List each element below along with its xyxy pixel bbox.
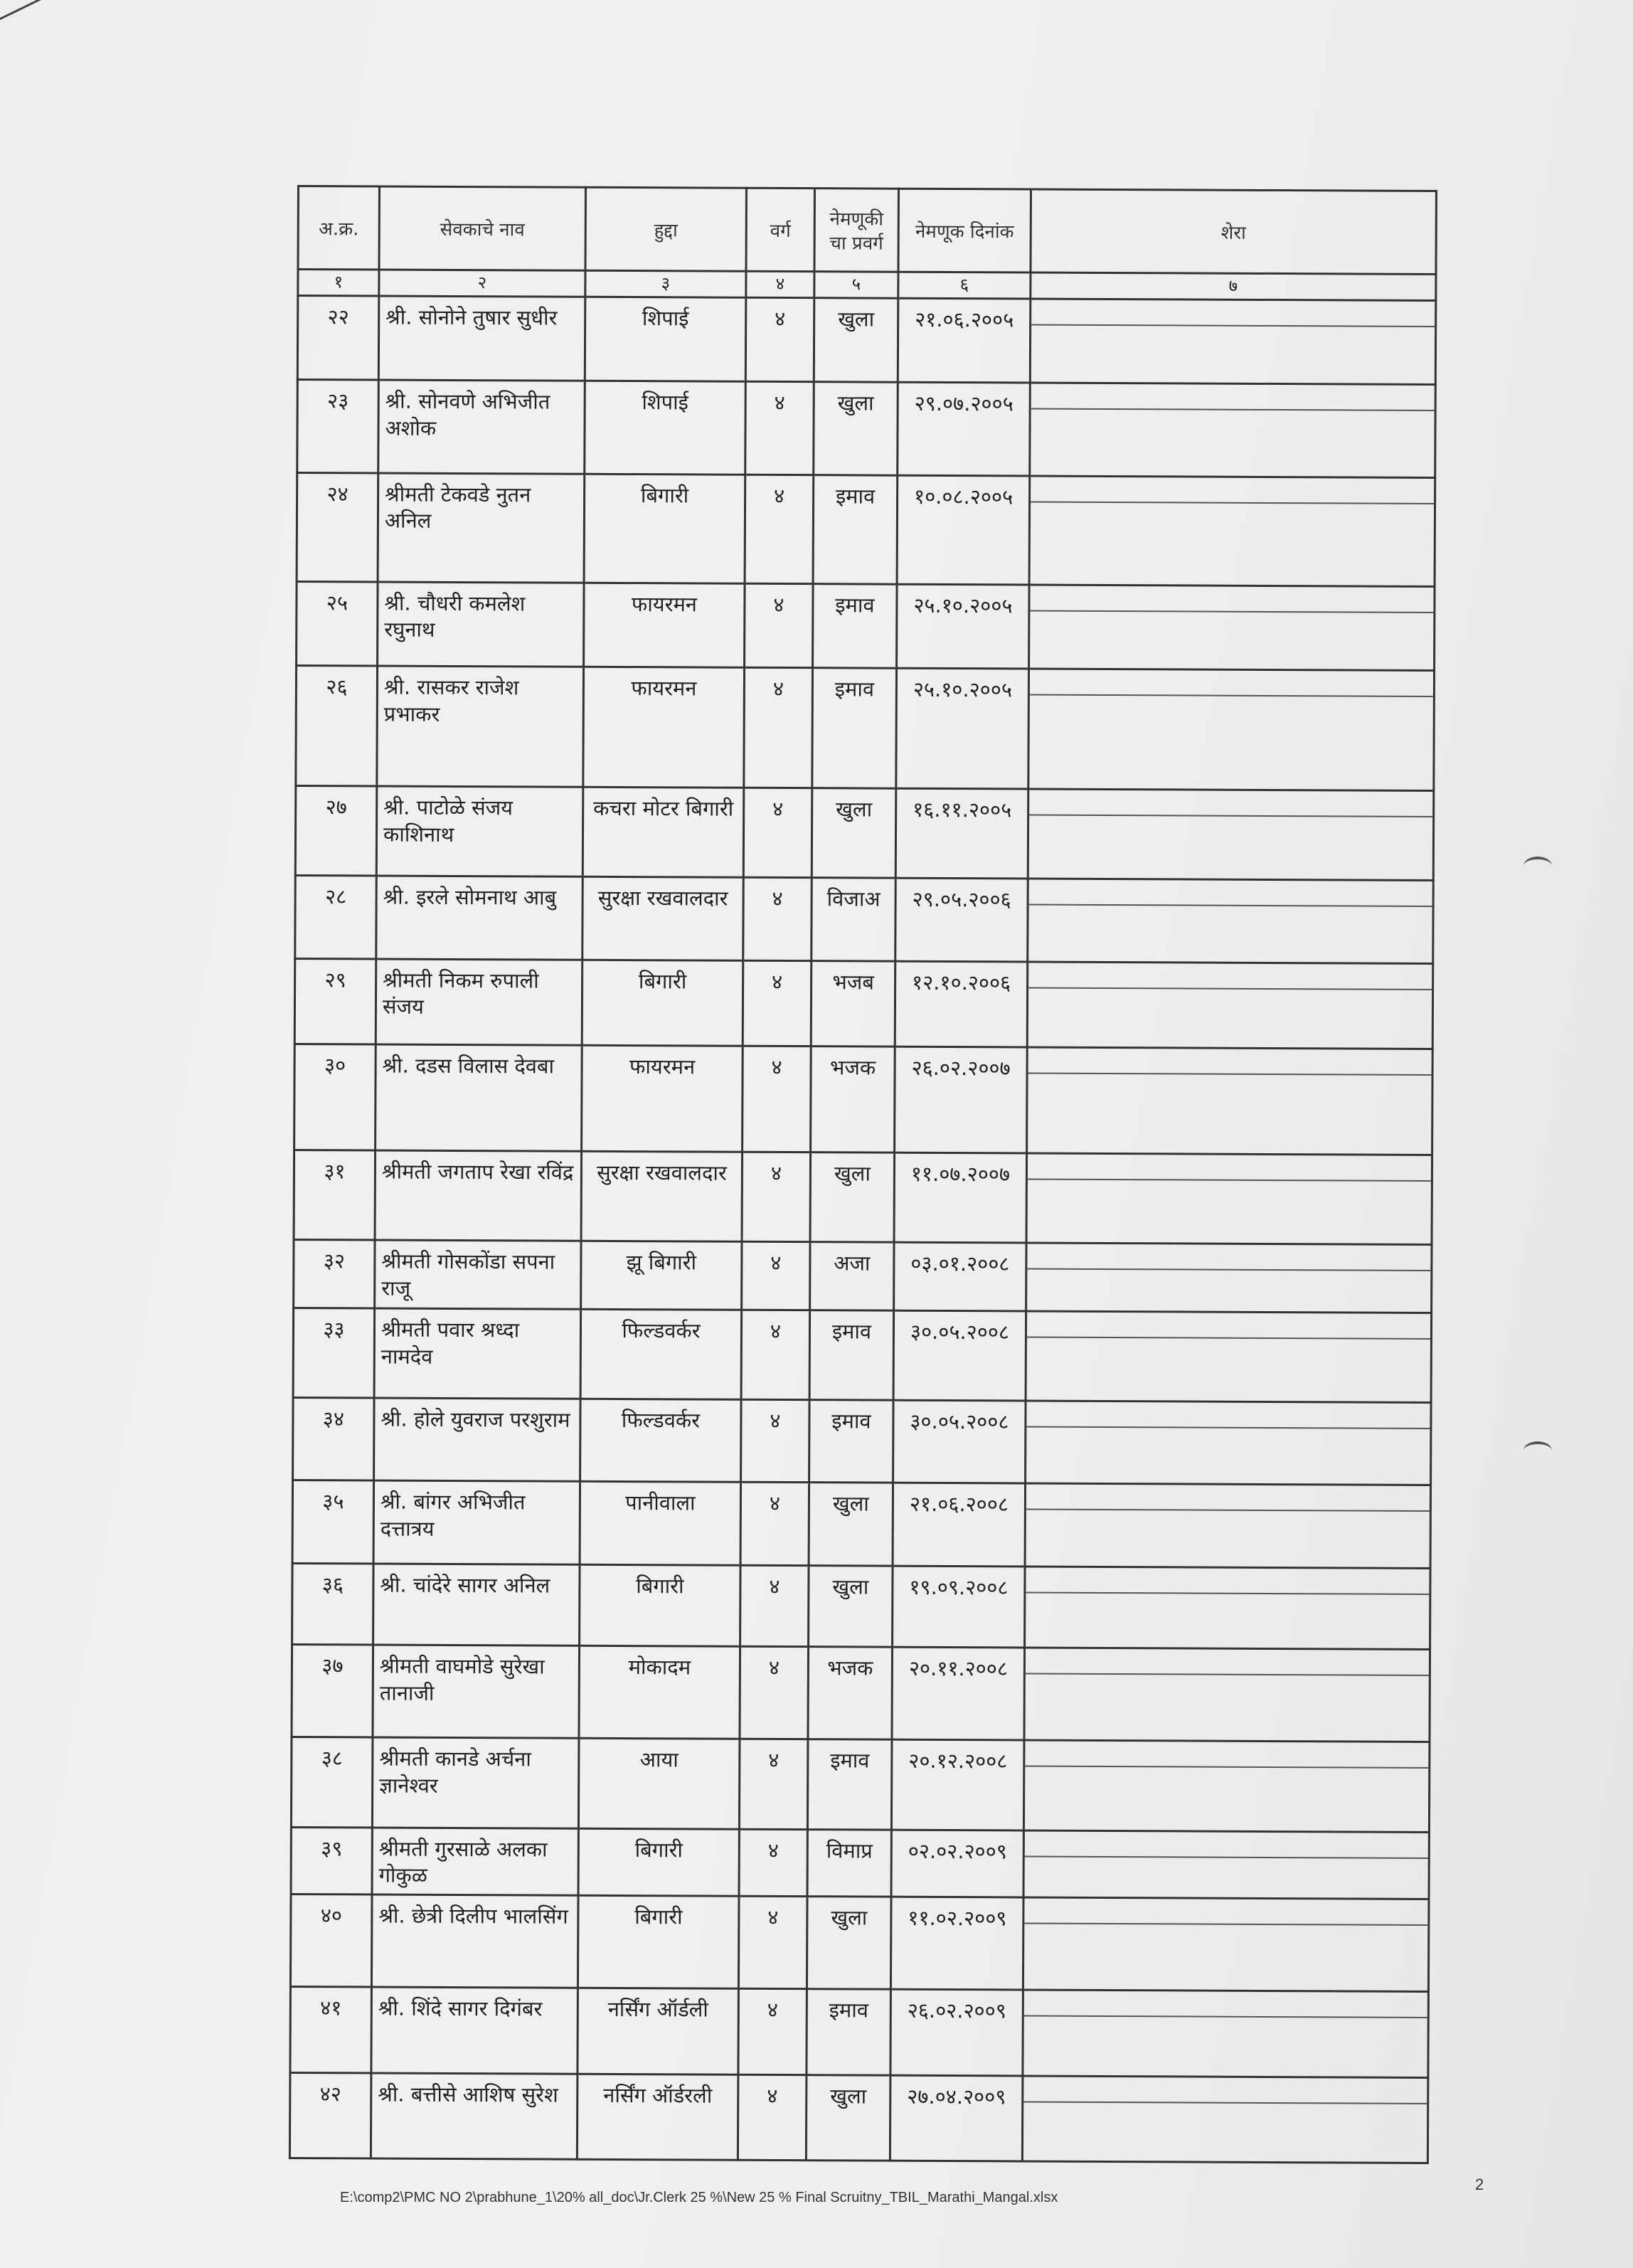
class-cell: ४ — [745, 381, 814, 475]
serial-number-cell: २६ — [296, 665, 378, 786]
class-cell: ४ — [741, 1400, 810, 1483]
category-cell: विजाअ — [812, 878, 896, 961]
remarks-cell — [1026, 1243, 1432, 1313]
employee-name-cell: श्री. रासकर राजेश प्रभाकर — [377, 666, 584, 787]
employee-name-cell: श्रीमती गोसकोंडा सपना राजू — [375, 1240, 581, 1309]
column-number: २ — [379, 270, 585, 297]
page-number: 2 — [1475, 2176, 1484, 2193]
table-row — [294, 1240, 1432, 1313]
employee-name-cell: श्रीमती वाघमोडे सुरेखा तानाजी — [373, 1645, 580, 1739]
header-date: नेमणूक दिनांक — [898, 189, 1031, 272]
category-cell: खुला — [809, 1483, 893, 1566]
remarks-cell — [1028, 789, 1434, 881]
column-number: ७ — [1031, 272, 1436, 300]
category-cell: इमाव — [807, 1739, 892, 1830]
category-cell: इमाव — [813, 583, 898, 668]
employee-name-cell: श्री. पाटोळे संजय काशिनाथ — [376, 786, 583, 877]
remarks-rule-line — [1023, 2077, 1427, 2104]
remarks-rule-line — [1026, 1402, 1430, 1429]
category-cell: खुला — [814, 382, 898, 475]
table-row — [293, 1308, 1432, 1402]
category-cell: इमाव — [809, 1400, 894, 1483]
corner-mark — [0, 0, 89, 23]
appointment-date-cell: २०.११.२००८ — [892, 1647, 1025, 1740]
remarks-cell — [1030, 383, 1436, 477]
remarks-rule-line — [1027, 1244, 1430, 1271]
appointment-date-cell: २१.०६.२००५ — [898, 298, 1031, 383]
employee-name-cell: श्री. दडस विलास देवबा — [376, 1044, 583, 1151]
header-sr: अ.क्र. — [298, 186, 380, 270]
post-cell: बिगारी — [578, 1828, 739, 1896]
appointment-date-cell: १९.०९.२००८ — [893, 1566, 1025, 1648]
appointment-date-cell: ११.०७.२००७ — [894, 1152, 1027, 1243]
post-cell: झू बिगारी — [581, 1241, 742, 1310]
remarks-cell — [1026, 1401, 1432, 1485]
employee-name-cell: श्री. होले युवराज परशुराम — [374, 1398, 581, 1481]
table-body — [289, 296, 1435, 2163]
remarks-rule-line — [1029, 790, 1432, 817]
table-row — [295, 876, 1433, 963]
category-cell: खुला — [812, 788, 896, 879]
remarks-cell — [1028, 879, 1434, 963]
header-class: वर्ग — [746, 188, 815, 271]
class-cell: ४ — [739, 1829, 807, 1897]
remarks-cell — [1023, 1990, 1429, 2077]
table-row — [296, 665, 1435, 790]
table-row — [294, 1150, 1432, 1244]
post-cell: बिगारी — [578, 1895, 739, 1988]
remarks-cell — [1022, 2076, 1428, 2163]
header-post: हुद्दा — [585, 187, 747, 271]
employee-name-cell: श्री. सोनोने तुषार सुधीर — [378, 296, 585, 381]
header-remarks: शेरा — [1031, 189, 1437, 274]
serial-number-cell: ३६ — [292, 1563, 373, 1645]
serial-number-cell: ३४ — [293, 1398, 375, 1481]
serial-number-cell: ३९ — [291, 1827, 372, 1895]
class-cell: ४ — [740, 1483, 809, 1566]
class-cell: ४ — [744, 667, 813, 788]
punch-hole-mark — [1523, 1441, 1552, 1460]
table-header-row — [298, 186, 1436, 275]
post-cell: फायरमन — [584, 583, 745, 667]
category-cell: खुला — [810, 1152, 895, 1242]
post-cell: फायरमन — [582, 1045, 743, 1152]
remarks-rule-line — [1030, 585, 1433, 613]
post-cell: नर्सिंग ऑर्डली — [578, 1988, 739, 2074]
category-cell: खुला — [814, 298, 898, 383]
remarks-rule-line — [1024, 1898, 1427, 1925]
appointment-date-cell: ३०.०५.२००८ — [893, 1400, 1026, 1483]
remarks-cell — [1023, 1897, 1429, 1992]
employee-name-cell: श्रीमती निकम रुपाली संजय — [376, 959, 583, 1046]
class-cell: ४ — [745, 583, 814, 668]
appointment-date-cell: २६.०२.२००९ — [890, 1989, 1023, 2075]
post-cell: सुरक्षा रखवालदार — [581, 1151, 743, 1241]
post-cell: मोकादम — [579, 1646, 740, 1739]
appointment-date-cell: २६.०२.२००७ — [895, 1046, 1028, 1153]
remarks-cell — [1025, 1483, 1431, 1568]
post-cell: पानीवाला — [580, 1482, 741, 1565]
serial-number-cell: ४० — [290, 1894, 372, 1987]
table-row — [297, 581, 1435, 670]
table-row — [294, 1044, 1433, 1155]
remarks-rule-line — [1025, 1831, 1428, 1858]
remarks-rule-line — [1030, 669, 1433, 696]
appointment-date-cell: २९.०५.२००६ — [895, 879, 1028, 962]
category-cell: खुला — [809, 1565, 893, 1647]
post-cell: फायरमन — [583, 667, 745, 788]
employee-name-cell: श्री. चौधरी कमलेश रघुनाथ — [378, 582, 585, 667]
column-number: १ — [298, 270, 379, 296]
class-cell: ४ — [743, 960, 812, 1046]
class-cell: ४ — [745, 297, 814, 382]
class-cell: ४ — [738, 1896, 807, 1989]
remarks-cell — [1026, 1153, 1432, 1245]
employee-register-table — [289, 185, 1437, 2164]
table-row — [292, 1644, 1430, 1742]
serial-number-cell: २८ — [295, 876, 377, 959]
remarks-rule-line — [1031, 300, 1435, 327]
remarks-cell — [1028, 669, 1435, 791]
column-number: ४ — [746, 271, 814, 297]
serial-number-cell: २७ — [295, 786, 377, 876]
table-row — [292, 1563, 1430, 1649]
table-row — [297, 296, 1436, 385]
remarks-cell — [1027, 962, 1433, 1049]
class-cell: ४ — [739, 1739, 808, 1830]
footer-file-path: E:\comp2\PMC NO 2\prabhune_1\20% all_doc\Jr.Clerk 25 %\New 25 % Final Scruitny_TBIL_Marathi_Mangal.xlsx — [340, 2190, 1058, 2205]
employee-name-cell: श्रीमती गुरसाळे अलका गोकुळ — [372, 1828, 578, 1895]
remarks-rule-line — [1028, 1048, 1432, 1075]
column-number: ३ — [585, 270, 746, 297]
appointment-date-cell: १२.१०.२००६ — [895, 961, 1028, 1047]
remarks-cell — [1030, 299, 1436, 385]
post-cell: शिपाई — [585, 381, 746, 475]
serial-number-cell: २९ — [294, 958, 376, 1044]
header-name: सेवकाचे नाव — [379, 186, 586, 270]
remarks-rule-line — [1024, 1991, 1427, 2018]
remarks-rule-line — [1029, 880, 1432, 907]
serial-number-cell: २५ — [297, 581, 378, 666]
employee-name-cell: श्री. शिंदे सागर दिगंबर — [371, 1987, 578, 2074]
employee-name-cell: श्री. छेत्री दिलीप भालसिंग — [371, 1895, 578, 1988]
category-cell: भजक — [808, 1646, 893, 1739]
appointment-date-cell: २५.१०.२००५ — [896, 668, 1029, 789]
post-cell: बिगारी — [582, 960, 743, 1046]
table-row — [293, 1398, 1431, 1485]
remarks-cell — [1023, 1830, 1429, 1899]
column-number: ६ — [898, 272, 1031, 299]
post-cell: शिपाई — [585, 297, 746, 381]
category-cell: विमाप्र — [807, 1829, 891, 1897]
post-cell: सुरक्षा रखवालदार — [583, 877, 744, 960]
category-cell: भजक — [811, 1046, 895, 1152]
remarks-rule-line — [1031, 477, 1434, 504]
remarks-rule-line — [1026, 1485, 1430, 1512]
remarks-cell — [1024, 1648, 1430, 1742]
remarks-rule-line — [1026, 1648, 1429, 1675]
appointment-date-cell: १६.११.२००५ — [895, 788, 1028, 879]
header-category: नेमणूकी चा प्रवर्ग — [814, 189, 899, 272]
category-cell: भजब — [811, 960, 895, 1046]
serial-number-cell: २४ — [297, 472, 378, 581]
serial-number-cell: ३३ — [293, 1308, 375, 1398]
remarks-rule-line — [1028, 1154, 1431, 1181]
class-cell: ४ — [741, 1310, 810, 1400]
table-row — [297, 472, 1435, 586]
category-cell: इमाव — [809, 1310, 894, 1401]
post-cell: नर्सिंग ऑर्डरली — [577, 2074, 738, 2160]
post-cell: फिल्डवर्कर — [580, 1309, 742, 1399]
table-row — [290, 1894, 1429, 1991]
employee-name-cell: श्री. इरले सोमनाथ आबु — [376, 876, 583, 959]
appointment-date-cell: २१.०६.२००८ — [893, 1483, 1026, 1567]
category-cell: इमाव — [813, 475, 898, 583]
remarks-rule-line — [1027, 1312, 1430, 1339]
serial-number-cell: ४२ — [289, 2072, 371, 2158]
remarks-rule-line — [1031, 384, 1435, 411]
remarks-cell — [1023, 1740, 1430, 1832]
table-row — [290, 1987, 1429, 2077]
table-row — [292, 1480, 1430, 1568]
class-cell: ४ — [742, 1241, 810, 1310]
class-cell: ४ — [740, 1646, 809, 1739]
table-row — [291, 1827, 1429, 1899]
employee-name-cell: श्रीमती जगताप रेखा रविंद्र — [375, 1150, 582, 1241]
table-row — [295, 786, 1434, 881]
serial-number-cell: ३७ — [292, 1644, 373, 1737]
class-cell: ४ — [738, 2074, 807, 2161]
serial-number-cell: ४१ — [290, 1987, 372, 2073]
appointment-date-cell: ३०.०५.२००८ — [893, 1310, 1026, 1401]
remarks-cell — [1027, 1047, 1433, 1155]
table-row — [294, 958, 1433, 1049]
class-cell: ४ — [743, 1046, 812, 1152]
category-cell: खुला — [806, 2074, 890, 2161]
class-cell: ४ — [738, 1989, 807, 2075]
class-cell: ४ — [745, 475, 814, 583]
remarks-cell — [1029, 585, 1435, 671]
employee-name-cell: श्रीमती कानडे अर्चना ज्ञानेश्वर — [372, 1737, 579, 1828]
appointment-date-cell: २०.१२.२००८ — [891, 1739, 1024, 1830]
table-row — [289, 2072, 1428, 2163]
post-cell: बिगारी — [584, 474, 745, 583]
serial-number-cell: २२ — [297, 296, 379, 381]
category-cell: इमाव — [807, 1989, 891, 2075]
table-row — [291, 1737, 1430, 1832]
column-number: ५ — [814, 272, 898, 299]
remarks-rule-line — [1025, 1742, 1428, 1769]
employee-name-cell: श्रीमती पवार श्रध्दा नामदेव — [374, 1308, 581, 1399]
class-cell: ४ — [743, 878, 812, 961]
remarks-cell — [1029, 476, 1435, 586]
serial-number-cell: ३२ — [294, 1240, 375, 1308]
appointment-date-cell: २५.१०.२००५ — [897, 584, 1030, 669]
serial-number-cell: २३ — [297, 380, 379, 473]
employee-name-cell: श्रीमती टेकवडे नुतन अनिल — [378, 473, 585, 583]
employee-name-cell: श्री. चांदेरे सागर अनिल — [373, 1564, 580, 1646]
remarks-cell — [1026, 1311, 1432, 1403]
serial-number-cell: ३१ — [294, 1150, 376, 1240]
table-row — [297, 380, 1436, 477]
employee-name-cell: श्री. सोनवणे अभिजीत अशोक — [378, 380, 585, 474]
serial-number-cell: ३८ — [291, 1737, 373, 1828]
category-cell: खुला — [807, 1896, 891, 1989]
appointment-date-cell: ०२.०२.२००९ — [891, 1830, 1023, 1897]
class-cell: ४ — [740, 1565, 809, 1647]
post-cell: फिल्डवर्कर — [580, 1399, 742, 1483]
post-cell: आया — [578, 1739, 740, 1829]
category-cell: अजा — [810, 1242, 894, 1310]
post-cell: बिगारी — [580, 1564, 740, 1646]
appointment-date-cell: ११.०२.२००९ — [890, 1897, 1023, 1990]
appointment-date-cell: १०.०८.२००५ — [897, 475, 1030, 585]
remarks-rule-line — [1026, 1567, 1429, 1594]
post-cell: कचरा मोटर बिगारी — [583, 787, 744, 877]
remarks-cell — [1025, 1567, 1430, 1650]
appointment-date-cell: २७.०४.२००९ — [890, 2075, 1023, 2161]
punch-hole-mark — [1523, 857, 1552, 875]
remarks-rule-line — [1028, 963, 1432, 990]
serial-number-cell: ३५ — [292, 1480, 374, 1564]
category-cell: इमाव — [812, 667, 897, 788]
class-cell: ४ — [742, 1152, 811, 1242]
employee-name-cell: श्री. बांगर अभिजीत दत्तात्रय — [373, 1480, 580, 1564]
appointment-date-cell: २९.०७.२००५ — [898, 382, 1031, 475]
employee-name-cell: श्री. बत्तीसे आशिष सुरेश — [371, 2073, 578, 2160]
serial-number-cell: ३० — [294, 1044, 376, 1150]
class-cell: ४ — [743, 788, 812, 878]
appointment-date-cell: ०३.०१.२००८ — [894, 1242, 1026, 1311]
